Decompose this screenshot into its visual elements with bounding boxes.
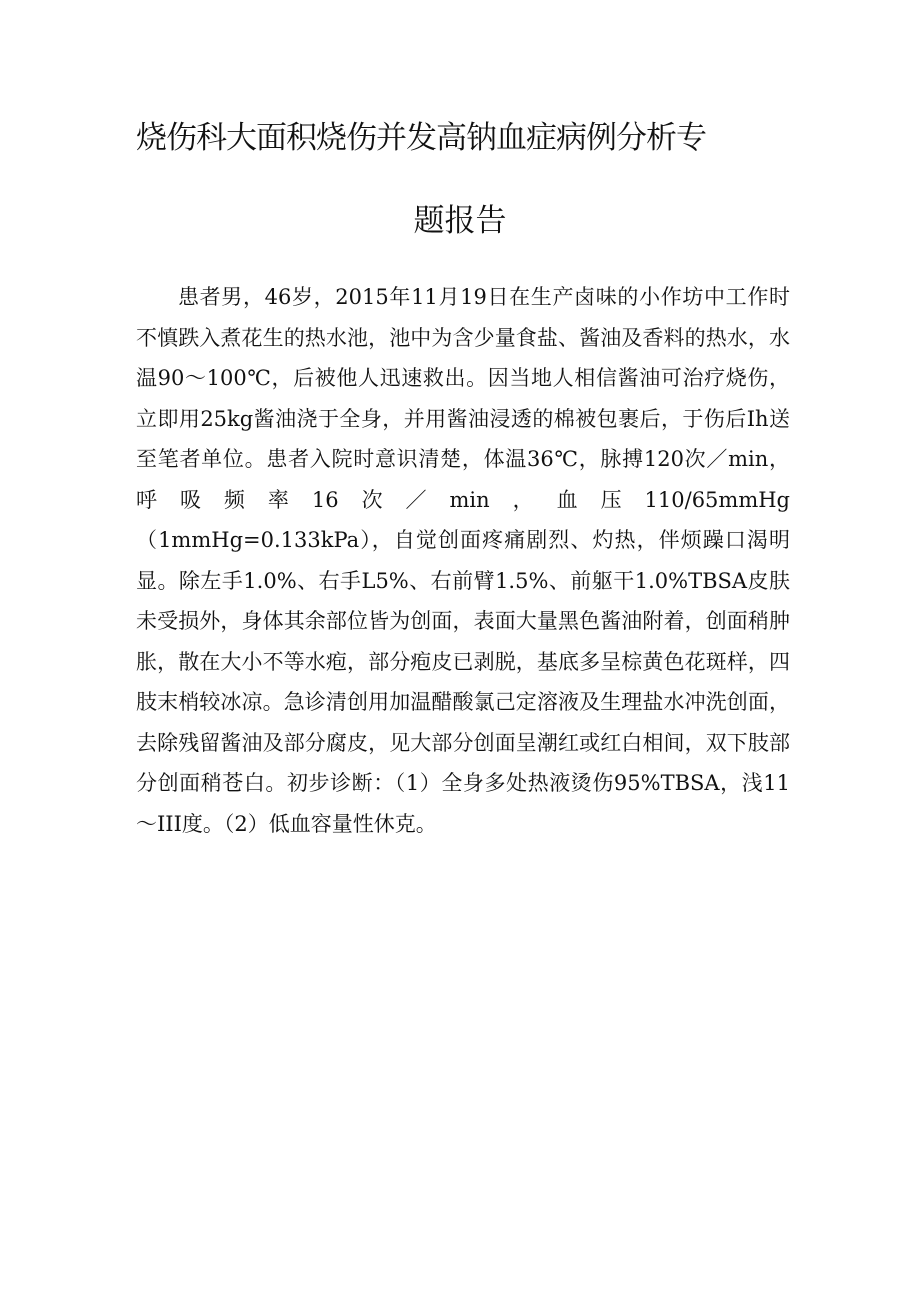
title-line-1: 烧伤科大面积烧伤并发高钠血症病例分析专 [136,120,706,156]
paragraph-case-history: 患者男，46岁，2015年11月19日在生产卤味的小作坊中工作时不慎跌入煮花生的热水池，池中为含少量食盐、酱油及香料的热水，水温90～100℃，后被他人迅速救出。因当地人相信酱油可治疗烧伤，立即用25kg酱油浇于全身，并用酱油浸透的棉被包裹后，于伤后Ih送至笔者单位。患者入院时意识清楚，体温36℃，脉搏120次／min，呼吸频率16次／min，血压110/65mmHg（1mmHg=0.133kPa），自觉创面疼痛剧烈、灼热，伴烦躁口渴明显。除左手1.0%、右手L5%、右前臂1.5%、前躯干1.0%TBSA皮肤未受损外，身体其余部位皆为创面，表面大量黑色酱油附着，创面稍肿胀，散在大小不等水疱，部分疱皮已剥脱，基底多呈棕黄色花斑样，四肢末梢较冰凉。急诊清创用加温醋酸氯己定溶液及生理盐水冲洗创面，去除残留酱油及部分腐皮，见大部分创面呈潮红或红白相间，双下肢部分创面稍苍白。初步诊断：（1）全身多处热液烫伤95%TBSA，浅11～III度。（2）低血容量性休克。 [136,285,790,836]
title-line-2: 题报告 [413,203,507,239]
